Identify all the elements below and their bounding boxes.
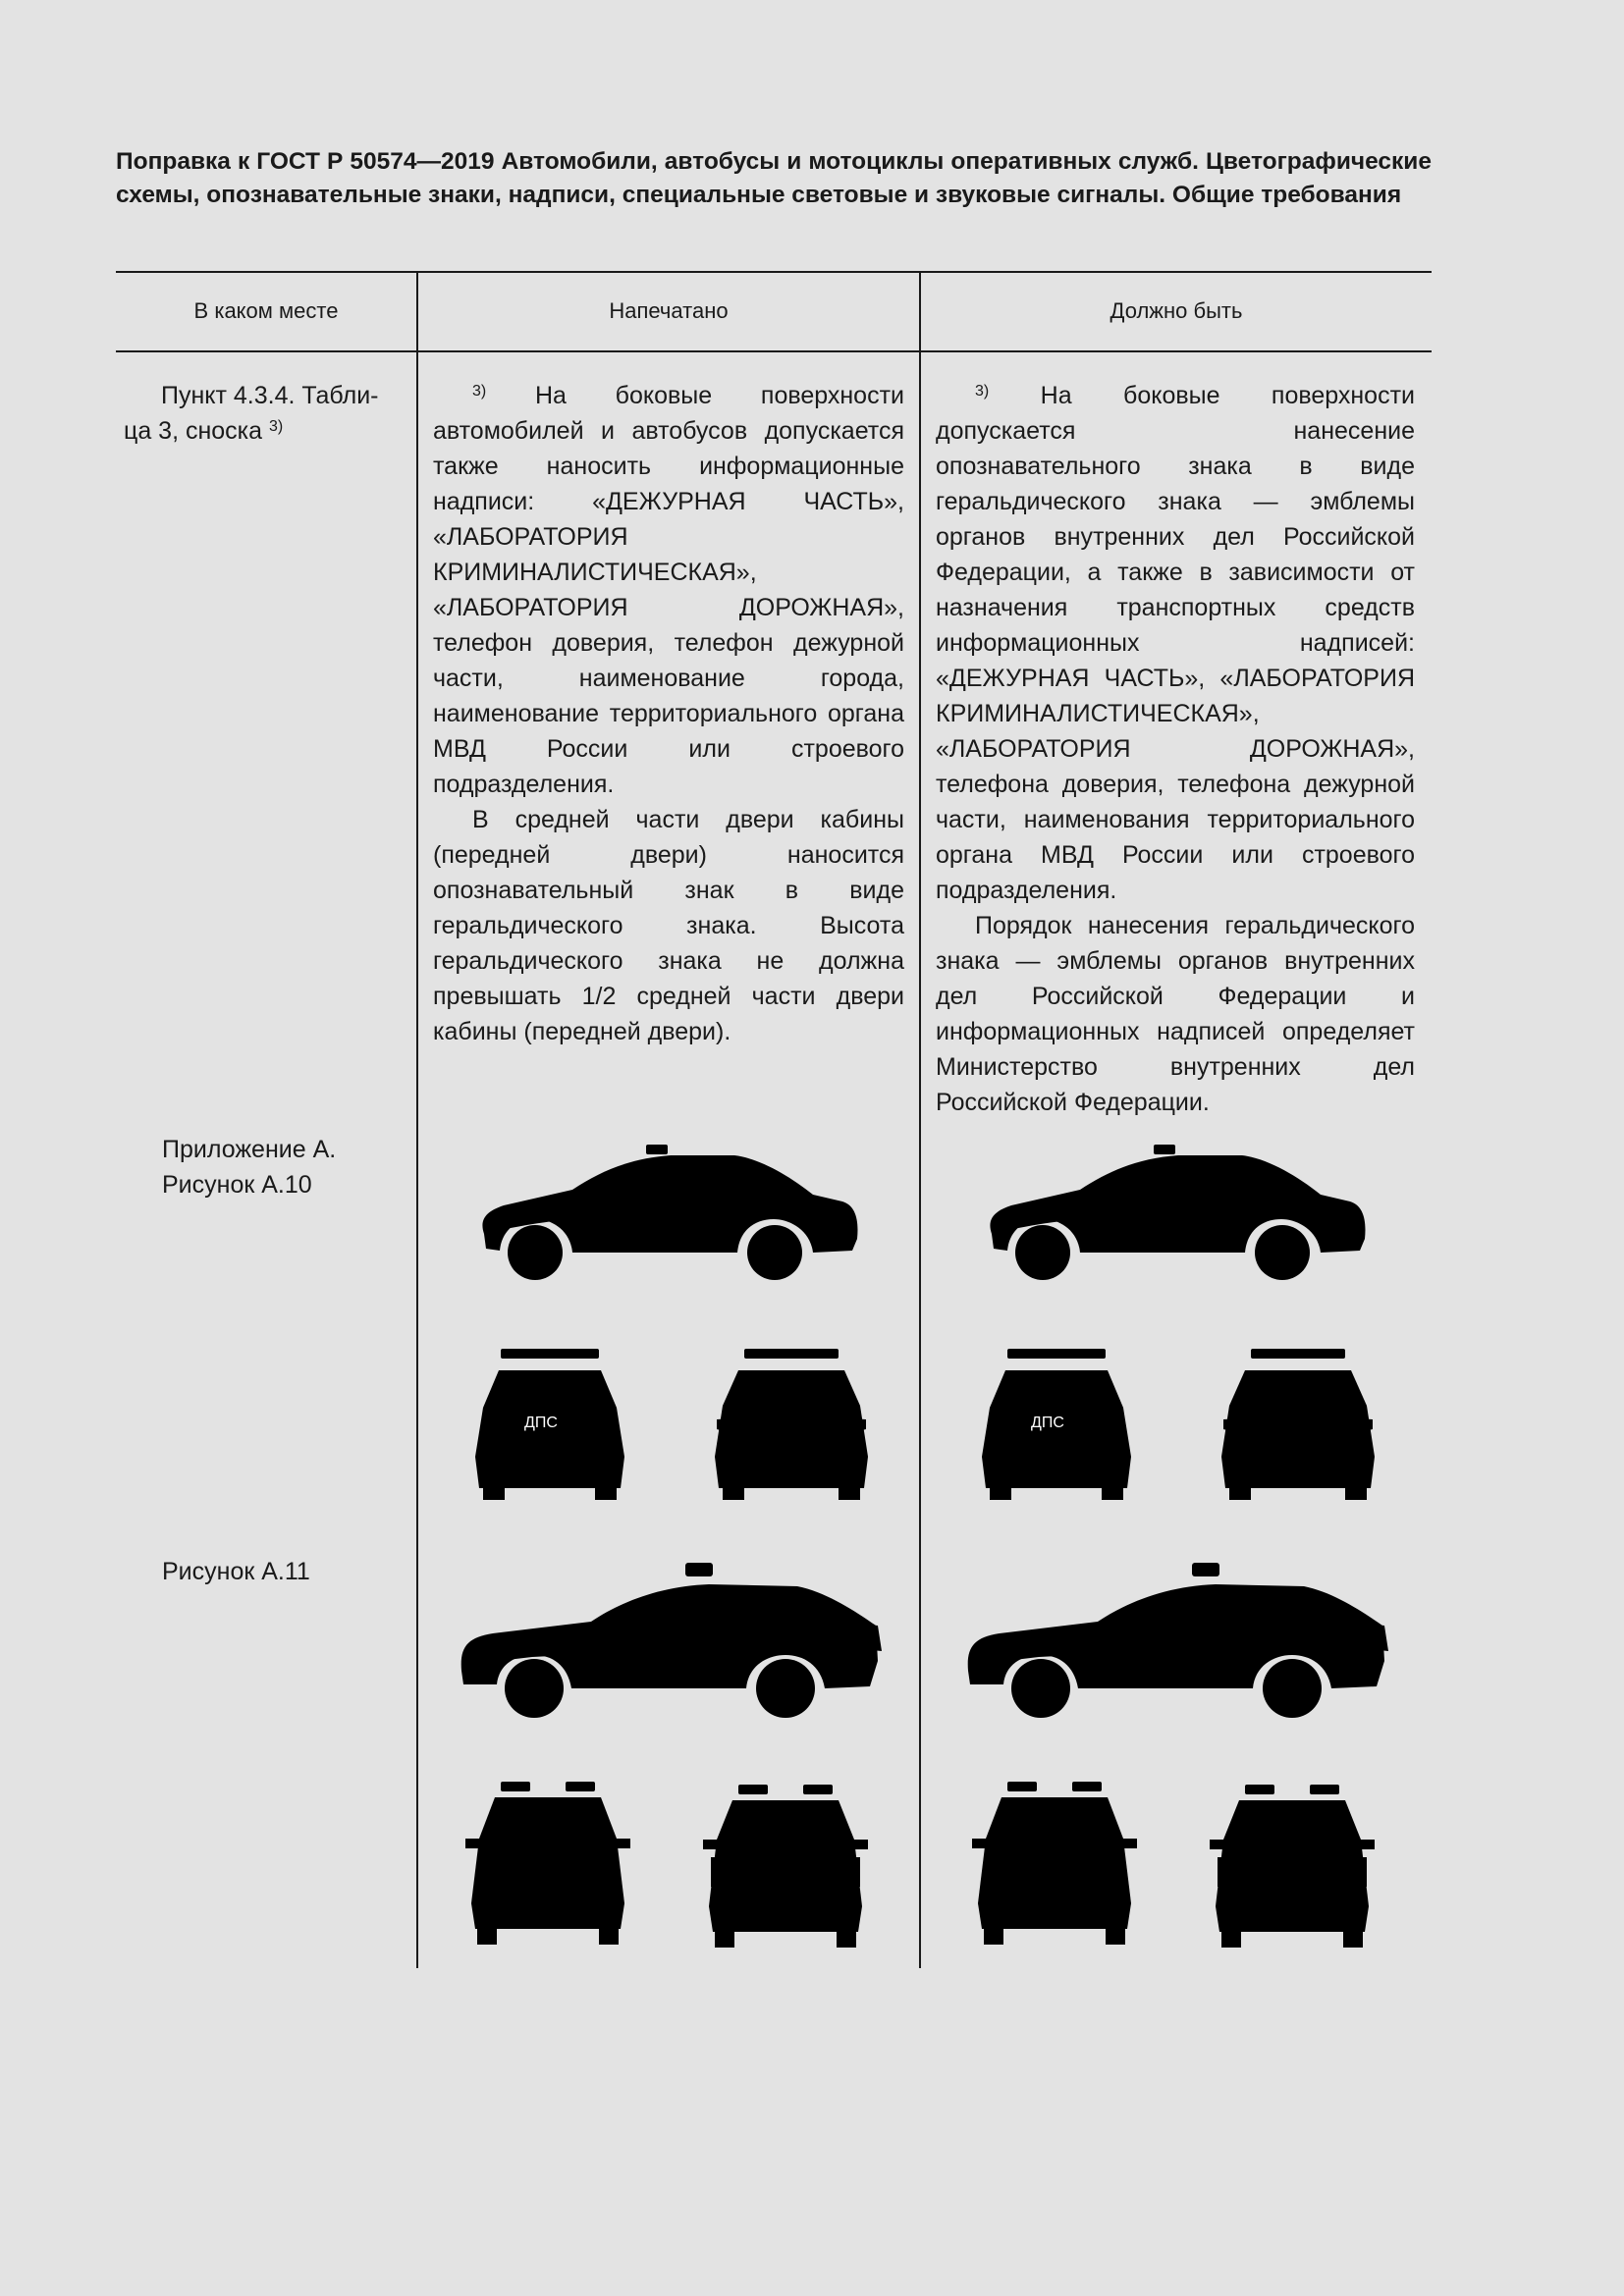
fig-a10-printed-rear-car: [709, 1349, 876, 1506]
fig-a11-correct-rear-car: [1206, 1785, 1382, 1953]
row1-place: [124, 378, 404, 449]
row3-place: Рисунок А.11: [162, 1558, 310, 1585]
column-divider-2: [919, 272, 921, 1968]
column-divider-1: [416, 272, 418, 1968]
fig-a11-correct-front-car: [968, 1782, 1145, 1950]
fig-a10-printed-front-car: [469, 1349, 636, 1506]
table-top-rule: [116, 271, 1432, 273]
fig-a10-correct-rear-car: [1216, 1349, 1382, 1506]
fig-a11-printed-rear-car: [699, 1785, 876, 1953]
printed-p1-text: На боковые поверхности автомобилей и автобусов допускается также наносить информационные надписи: «ДЕЖУРНАЯ ЧАСТЬ», «ЛАБОРАТОРИЯ КРИМИНАЛИСТИЧЕСКАЯ», «ЛАБОРАТОРИЯ ДОРОЖНАЯ», телефон доверия, телефон дежурной части, наименование города, наименование территориального органа МВД России или строевого подразделения.: [433, 382, 904, 798]
printed-paragraph-2: В средней части двери кабины (передней двери) наносится опознавательный знак в виде геральдического знака. Высота геральдического знака не должна превышать 1/2 средней части двери кабины (передней двери).: [433, 806, 904, 1045]
fig-a11-correct-side-car: [960, 1563, 1392, 1725]
fig-a10-printed-side-car: [464, 1141, 877, 1288]
row1-place-footnote-mark: 3): [269, 418, 284, 435]
table-header-rule: [116, 350, 1432, 352]
should-p1-text: На боковые поверхности допускается нанесение опознавательного знака в виде геральдического знака — эмблемы органов внутренних дел Российской Федерации, а также в зависимости от назначения транспортных средств информационных надписей: «ДЕЖУРНАЯ ЧАСТЬ», «ЛАБОРАТОРИЯ КРИМИНАЛИСТИЧЕСКАЯ», «ЛАБОРАТОРИЯ ДОРОЖНАЯ», телефона доверия, телефона дежурной части, наименования территориального органа МВД России или строевого подразделения.: [936, 382, 1415, 904]
should-paragraph-1: [936, 378, 1415, 908]
header-printed: Напечатано: [609, 298, 729, 323]
row1-printed-cell: [433, 378, 904, 1049]
header-should-be: Должно быть: [1110, 298, 1243, 323]
row1-place-line2: ца 3, сноска: [124, 417, 270, 445]
fig-a11-printed-side-car: [454, 1563, 886, 1725]
fig-a10-correct-front-car: [976, 1349, 1143, 1506]
row1-should-cell: [936, 378, 1415, 1120]
row2-place-line2: Рисунок А.10: [162, 1171, 312, 1199]
printed-paragraph-1: [433, 378, 904, 802]
row2-place: [162, 1132, 336, 1202]
document-title: Поправка к ГОСТ Р 50574—2019 Автомобили, автобусы и мотоциклы оперативных служб. Цветографические схемы, опознавательные знаки, надписи, специальные световые и звуковые сигналы. Общие требования: [116, 148, 1432, 208]
should-footnote-mark: 3): [975, 383, 990, 400]
fig-a11-printed-front-car: [461, 1782, 638, 1950]
fig-a10-correct-side-car: [972, 1141, 1384, 1288]
printed-footnote-mark: 3): [472, 383, 487, 400]
header-place: В каком месте: [193, 298, 339, 323]
row2-place-line1: Приложение А.: [162, 1136, 337, 1163]
row1-place-line1: Пункт 4.3.4. Табли-: [161, 382, 379, 409]
should-paragraph-2: Порядок нанесения геральдического знака — эмблемы органов внутренних дел Российской Федерации и информационных надписей определяет Министерство внутренних дел Российской Федерации.: [936, 912, 1415, 1116]
